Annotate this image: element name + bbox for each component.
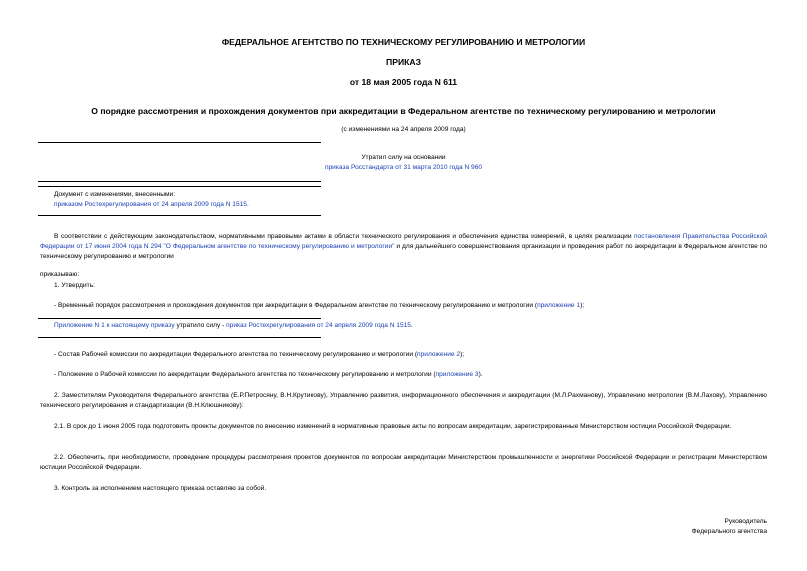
divider <box>38 186 321 187</box>
item-1a-tail: ); <box>580 302 585 309</box>
void-notice-text: Утратил силу на основании <box>361 154 446 161</box>
item-1b-text: - Состав Рабочей комиссии по аккредитации Федерального агентства по техническому регулированию и метрологии ( <box>54 351 418 358</box>
document-title: О порядке рассмотрения и прохождения документов при аккредитации в Федеральном агентстве по техническому регулированию и метрологии <box>91 106 716 116</box>
divider <box>38 215 321 216</box>
annex-1-link[interactable]: приложение 1 <box>537 302 581 309</box>
signature-line-2: Федерального агентства <box>691 528 767 535</box>
government-decree-link[interactable]: постановления Правительства Российской Федерации от 17 июня 2004 года N 294 "О Федеральном агентстве по техническому регулированию и метрологии" <box>40 233 767 250</box>
annex-note-tail: . <box>410 322 413 329</box>
item-1b <box>54 350 464 360</box>
order-word: приказываю: <box>40 271 80 278</box>
item-1a <box>54 301 584 311</box>
date-number-heading: от 18 мая 2005 года N 611 <box>349 77 458 87</box>
void-notice-link[interactable]: приказа Росстандарта от 31 марта 2010 года N 960 <box>324 163 483 171</box>
signature-line-1: Руководитель <box>724 518 767 525</box>
doc-type-heading: ПРИКАЗ <box>386 57 421 67</box>
preamble-text-end: и для дальнейшего совершенствования организации и проведения работ по аккредитации в Федеральном агентстве по техническому регулированию и метрологии <box>40 243 767 260</box>
item-1: 1. Утвердить: <box>54 282 95 289</box>
annex-2-link[interactable]: приложение 2 <box>417 351 461 358</box>
amendments-note-link[interactable]: приказом Ростехрегулирования от 24 апреля 2009 года N 1515. <box>54 201 249 208</box>
repeal-order-link[interactable]: приказ Ростехрегулирования от 24 апреля 2009 года N 1515 <box>226 322 411 329</box>
item-1c <box>54 370 483 380</box>
divider <box>38 337 321 338</box>
item-1c-text: - Положение о Рабочей комиссии по аккредитации Федерального агентства по техническому регулированию и метрологии ( <box>54 371 436 378</box>
amended-note: (с изменениями на 24 апреля 2009 года) <box>341 126 466 133</box>
annex-note-mid: утратило силу - <box>174 322 227 329</box>
item-3: 3. Контроль за исполнением настоящего приказа оставляю за собой. <box>54 485 267 492</box>
amendments-note-text: Документ с изменениями, внесенными: <box>54 191 176 198</box>
item-2: 2. Заместителям Руководителя Федерального агентства (Е.Р.Петросяну, В.Н.Крутикову), Управлению развития, информационного обеспечения и аккредитации (М.Л.Рахманову), Управлению метрологии (В.М.Лахову), Управлению технического регулирования и стандартизации (В.Н.Клюшникову): <box>40 392 767 409</box>
item-1b-tail: ); <box>460 351 465 358</box>
agency-heading: ФЕДЕРАЛЬНОЕ АГЕНТСТВО ПО ТЕХНИЧЕСКОМУ РЕГУЛИРОВАНИЮ И МЕТРОЛОГИИ <box>221 37 586 47</box>
item-2-1: 2.1. В срок до 1 июня 2005 года подготовить проекты документов по внесению изменений в нормативные правовые акты по вопросам аккредитации, зарегистрированные Министерством юстиции Российской Федерации. <box>54 423 732 430</box>
item-2-2: 2.2. Обеспечить, при необходимости, проведение процедуры рассмотрения проектов документов по вопросам аккредитации Министерством промышленности и энергетики Российской Федерации и регистрации Министерством юстиции Российской Федерации. <box>40 454 767 471</box>
item-1a-text: - Временный порядок рассмотрения и прохождения документов при аккредитации в Федеральном агентстве по техническому регулированию и метрологии ( <box>54 302 538 309</box>
annex-1-note-link[interactable]: Приложение N 1 к настоящему приказу <box>54 322 175 329</box>
divider <box>38 142 321 143</box>
divider <box>38 318 321 319</box>
preamble-text: В соответствии с действующим законодательством, нормативными правовыми актами в области технического регулирования и обеспечения единства измерений, в целях реализации <box>54 233 635 240</box>
preamble-paragraph <box>40 232 767 262</box>
item-1c-tail: ). <box>478 371 483 378</box>
annex-3-link[interactable]: приложение 3 <box>435 371 479 378</box>
annex-note <box>54 321 413 331</box>
divider <box>38 181 321 182</box>
void-notice <box>0 153 807 172</box>
